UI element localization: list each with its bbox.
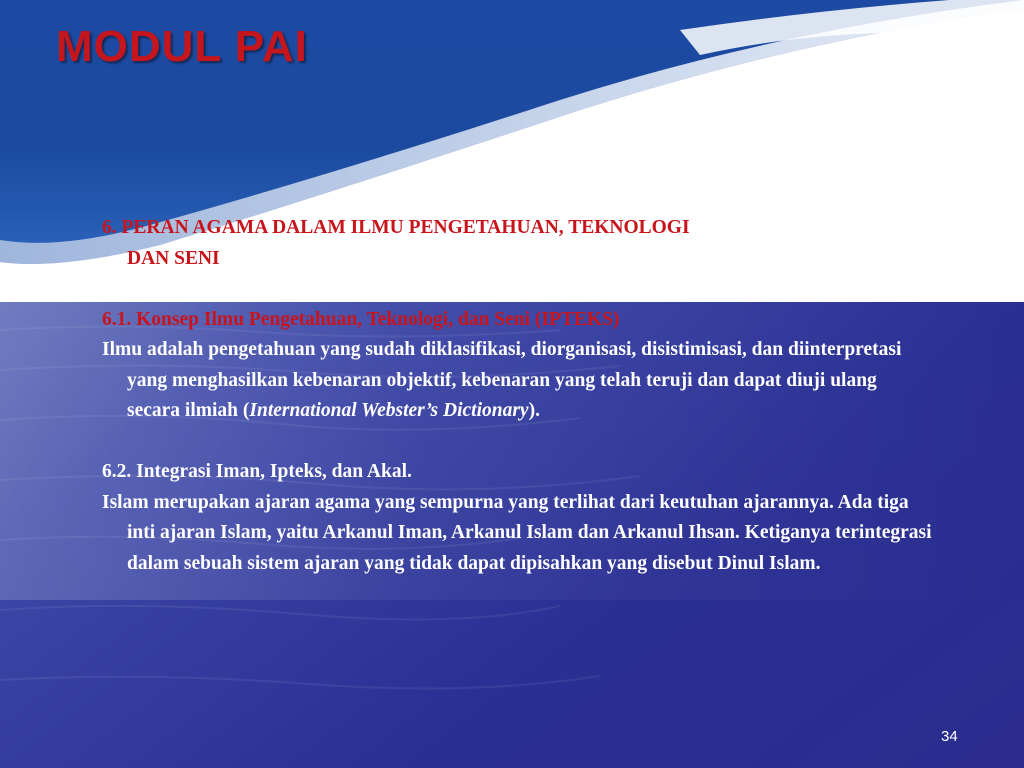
section-heading-line-2: DAN SENI xyxy=(127,247,220,269)
paragraph-6-1 xyxy=(102,335,932,427)
slide-title: MODUL PAI xyxy=(56,22,308,71)
paragraph-6-1-text: Ilmu adalah pengetahuan yang sudah diklasifikasi, diorganisasi, disistimisasi, dan diinterpretasi yang menghasilkan kebenaran objektif, kebenaran yang telah teruji dan dapat diuji ulang secara ilmiah xyxy=(102,339,902,421)
paragraph-6-2: Islam merupakan ajaran agama yang sempurna yang terlihat dari keutuhan ajarannya. Ada tiga inti ajaran Islam, yaitu Arkanul Iman, Arkanul Islam dan Arkanul Ihsan. Ketiganya terintegrasi dalam sebuah sistem ajaran yang tidak dapat dipisahkan yang disebut Dinul Islam. xyxy=(102,491,932,574)
spacer xyxy=(102,427,932,458)
section-heading-line-1: 6. PERAN AGAMA DALAM ILMU PENGETAHUAN, TEKNOLOGI xyxy=(102,217,690,238)
section-heading xyxy=(102,213,932,274)
spacer xyxy=(102,274,932,305)
citation-open: ( xyxy=(242,400,250,421)
subheading-6-2: 6.2. Integrasi Iman, Ipteks, dan Akal. xyxy=(102,461,412,482)
slide-content xyxy=(102,213,932,579)
citation-close: ). xyxy=(528,400,540,421)
page-number: 34 xyxy=(941,728,958,745)
subheading-6-1: 6.1. Konsep Ilmu Pengetahuan, Teknologi, dan Seni (IPTEKS) xyxy=(102,308,620,330)
citation-source: International Webster’s Dictionary xyxy=(249,400,529,421)
